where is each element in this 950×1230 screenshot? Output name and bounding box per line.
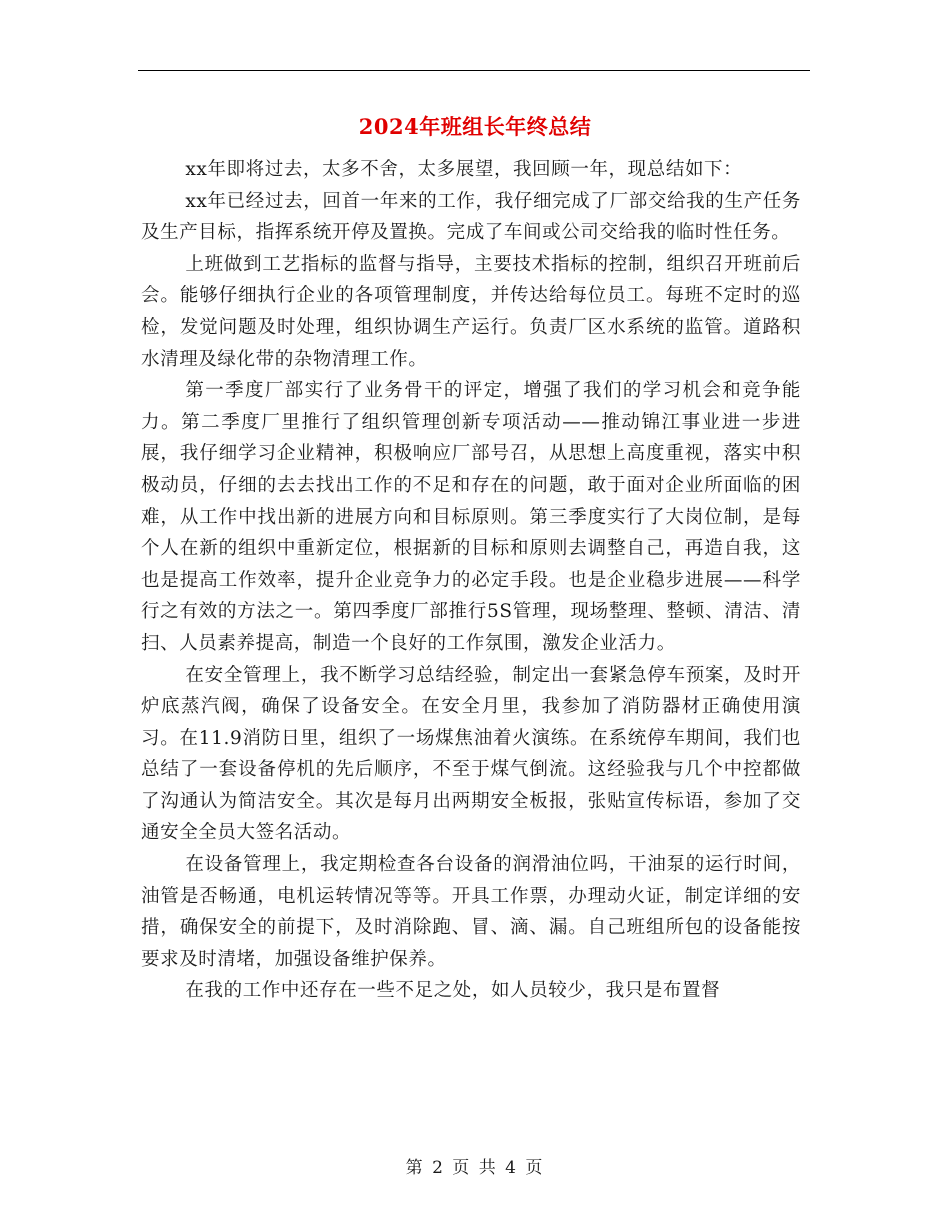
paragraph-intro: xx年即将过去，太多不舍，太多展望，我回顾一年，现总结如下：	[185, 159, 743, 180]
paragraph-overview: xx年已经过去，回首一年来的工作，我仔细完成了厂部交给我的生产任务及生产目标，指挥系统开停及置换。完成了车间或公司交给我的临时性任务。	[141, 190, 801, 244]
paragraph-shortcomings: 在我的工作中还存在一些不足之处，如人员较少，我只是布置督	[185, 980, 721, 1002]
paragraph-shift-duties: 上班做到工艺指标的监督与指导，主要技术指标的控制，组织召开班前后会。能够仔细执行企业的各项管理制度，并传达给每位员工。每班不定时的巡检，发觉问题及时处理，组织协调生产运行。负责厂区水系统的监管。道路积水清理及绿化带的杂物清理工作。	[141, 253, 801, 370]
header-rule	[138, 70, 810, 71]
document-body	[141, 154, 801, 1007]
paragraph-equipment-management: 在设备管理上，我定期检查各台设备的润滑油位吗，干油泵的运行时间，油管是否畅通，电机运转情况等等。开具工作票，办理动火证，制定详细的安措，确保安全的前提下，及时消除跑、冒、滴、漏。自己班组所包的设备能按要求及时清堵，加强设备维护保养。	[141, 854, 801, 970]
paragraph-safety-management: 在安全管理上，我不断学习总结经验，制定出一套紧急停车预案，及时开炉底蒸汽阀，确保了设备安全。在安全月里，我参加了消防器材正确使用演习。在11.9消防日里，组织了一场煤焦油着火演练。在系统停车期间，我们也总结了一套设备停机的先后顺序，不至于煤气倒流。这经验我与几个中控都做了沟通认为简洁安全。其次是每月出两期安全板报，张贴宣传标语，参加了交通安全全员大签名活动。	[141, 664, 801, 844]
paragraph-quarterly-review: 第一季度厂部实行了业务骨干的评定，增强了我们的学习机会和竞争能力。第二季度厂里推行了组织管理创新专项活动——推动锦江事业进一步进展，我仔细学习企业精神，积极响应厂部号召，从思想上高度重视，落实中积极动员，仔细的去去找出工作的不足和存在的问题，敢于面对企业所面临的困难，从工作中找出新的进展方向和目标原则。第三季度实行了大岗位制，是每个人在新的组织中重新定位，根据新的目标和原则去调整自己，再造自我，这也是提高工作效率，提升企业竞争力的必定手段。也是企业稳步进展——科学行之有效的方法之一。第四季度厂部推行5S管理，现场整理、整顿、清洁、清扫、人员素养提高，制造一个良好的工作氛围，激发企业活力。	[141, 380, 801, 654]
document-title: 2024年班组长年终总结	[358, 114, 592, 139]
page-number-footer: 第 2 页 共 4 页	[405, 1158, 545, 1178]
